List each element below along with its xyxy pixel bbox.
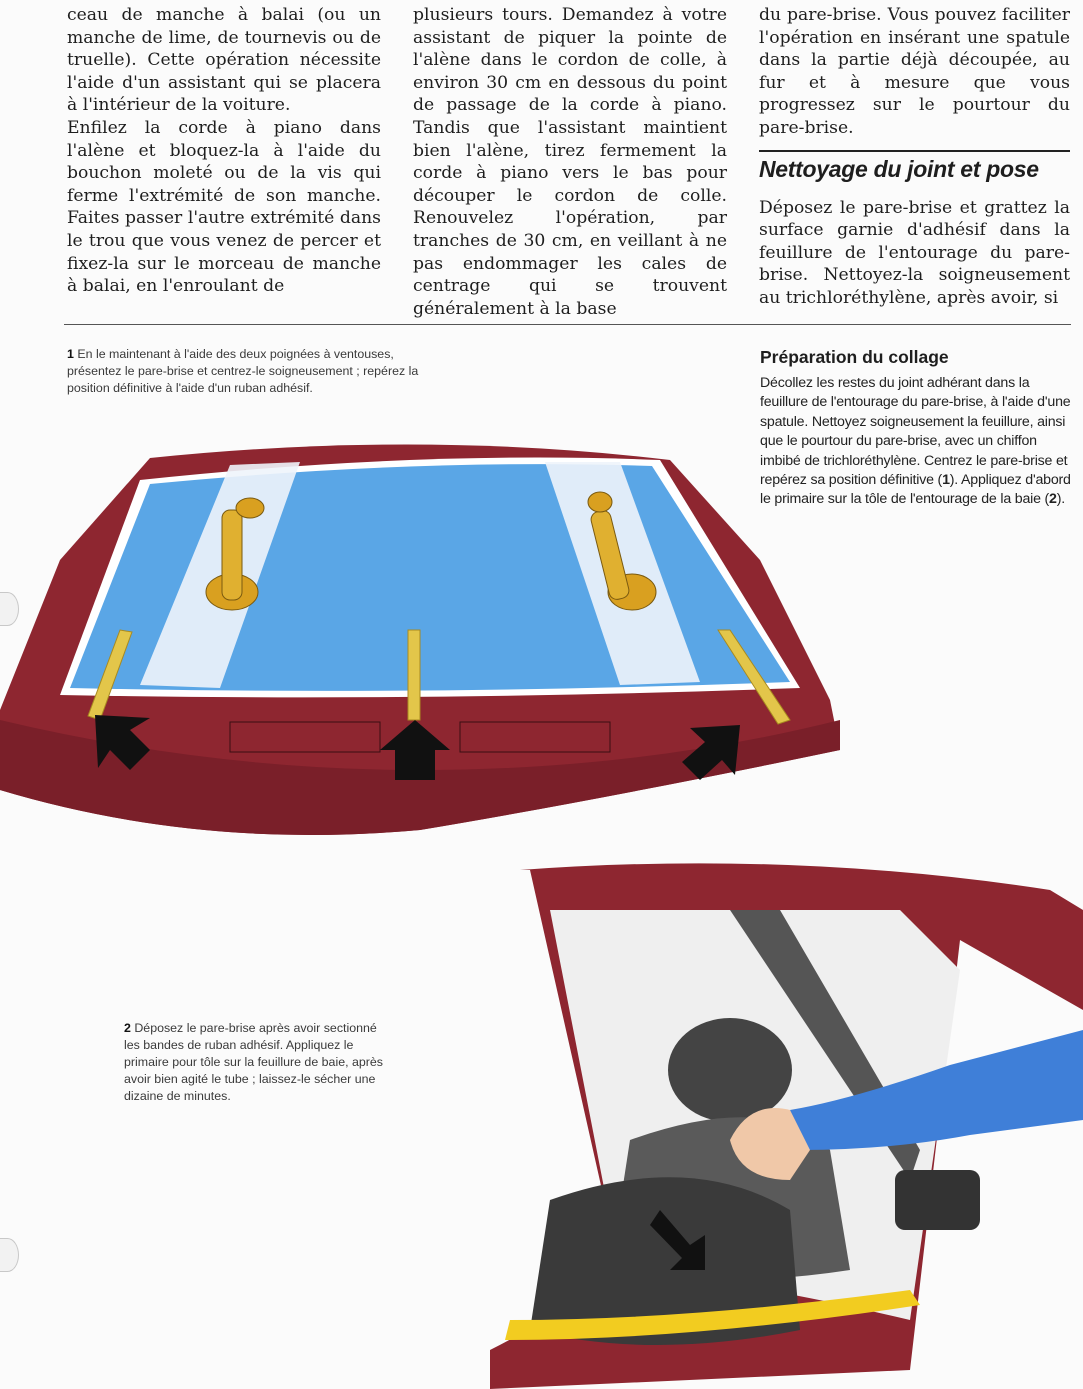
caption-text: Déposez le pare-brise après avoir sectionné les bandes de ruban adhésif. Appliquez le primaire pour tôle sur la feuillure de baie, après avoir bien agité le tube ; laissez-le sécher une dizaine de minutes. [124, 1021, 383, 1103]
paragraph: Déposez le pare-brise et grattez la surface garnie d'adhésif dans la feuillure de l'entourage du pare-brise. Nettoyez-la soigneusement au trichloréthylène, après avoir, si [759, 197, 1070, 308]
paragraph: Enfilez la corde à piano dans l'alène et bloquez-la à l'aide du bouchon moleté ou de la vis qui ferme l'extrémité de son manche. Faites passer l'autre extrémité dans le trou que vous venez de percer et fixez-la sur le morceau de manche à balai, en l'enroulant de [67, 117, 381, 297]
figure-ref: 2 [1049, 491, 1057, 508]
sidebar-text: Décollez les restes du joint adhérant dans la feuillure de l'entourage du pare-brise, à l'aide d'une spatule. Nettoyez soigneusement la feuillure, ainsi que le pourtour du pare-brise, avec un chiffon imbibé de trichloréthylène. Centrez le pare-brise et repérez sa position définitive ( [760, 375, 1071, 489]
horizontal-rule [64, 324, 1071, 325]
figure-number: 1 [67, 347, 74, 361]
text-column-3 [759, 4, 1070, 310]
text-column-1 [67, 4, 381, 298]
figure-2-caption [124, 1020, 384, 1105]
binder-hole-bottom [0, 1238, 19, 1272]
sidebar-text: ). [1056, 491, 1066, 508]
sidebar-title: Préparation du collage [760, 347, 949, 367]
section-heading: Nettoyage du joint et pose [759, 150, 1070, 183]
figure-1-caption [67, 346, 447, 397]
paragraph: ceau de manche à balai (ou un manche de lime, de tournevis ou de truelle). Cette opération nécessite l'aide d'un assistant qui se placera à l'intérieur de la voiture. [67, 5, 381, 116]
headrest [668, 1018, 792, 1122]
caption-text: En le maintenant à l'aide des deux poignées à ventouses, présentez le pare-brise et centrez-le soigneusement ; repérez la position définitive à l'aide d'un ruban adhésif. [67, 347, 419, 395]
sidebar-text: ). Appliquez d'abord le primaire sur la tôle de l'entourage de la baie ( [760, 472, 1071, 508]
figure-ref: 1 [942, 472, 950, 489]
figure-number: 2 [124, 1021, 131, 1035]
windscreen-illustration [0, 420, 840, 850]
paragraph: du pare-brise. Vous pouvez faciliter l'opération en insérant une spatule dans la partie déjà découpée, au fur et à mesure que vous progressez sur le pourtour du pare-brise. [759, 5, 1070, 138]
primer-illustration [490, 850, 1083, 1389]
mirror [895, 1170, 980, 1230]
text-column-2 [413, 4, 727, 320]
paragraph: plusieurs tours. Demandez à votre assistant de piquer la pointe de l'alène dans le cordon de colle, à environ 30 cm en dessous du point de passage de la corde à piano. Tandis que l'assistant maintient bien l'alène, tirez fermement la corde à piano vers le bas pour découper le cordon de colle. Renouvelez l'opération, par tranches de 30 cm, en veillant à ne pas endommager les cales de centrage qui se trouvent généralement à la base [413, 5, 727, 319]
